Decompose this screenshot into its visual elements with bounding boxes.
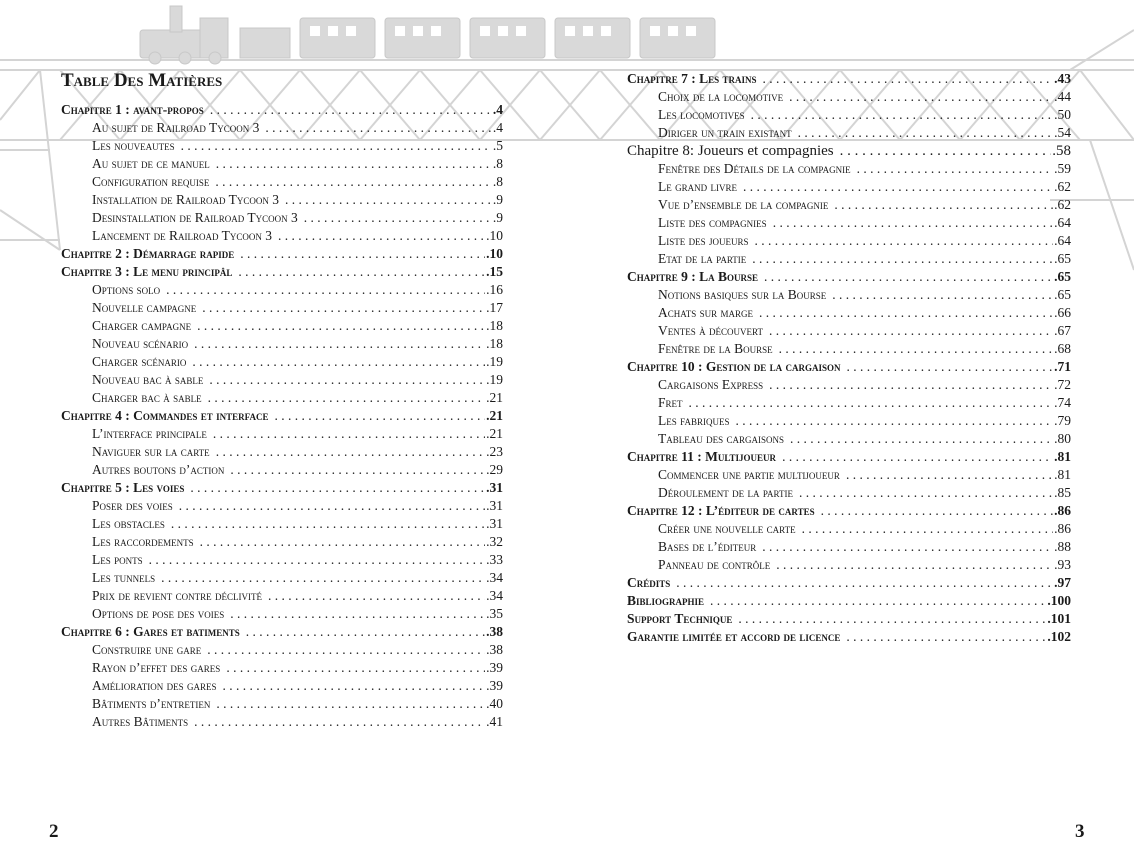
toc-entry-label: Fret <box>658 395 683 410</box>
toc-chapter-entry <box>627 574 1071 592</box>
toc-section-entry <box>61 317 503 335</box>
toc-dot-leader <box>752 250 1053 268</box>
toc-section-entry <box>627 304 1071 322</box>
toc-entry-page: .66 <box>1054 305 1071 320</box>
toc-entry-label: Autres boutons d’action <box>92 462 225 477</box>
toc-section-entry <box>61 677 503 695</box>
toc-section-entry <box>627 394 1071 412</box>
toc-entry-label: Amélioration des gares <box>92 678 217 693</box>
toc-dot-leader <box>210 101 492 119</box>
toc-entry-label: Poser des voies <box>92 498 173 513</box>
toc-section-entry <box>61 461 503 479</box>
toc-section-entry <box>61 605 503 623</box>
toc-entry-page: .18 <box>486 336 503 351</box>
toc-dot-leader <box>759 304 1053 322</box>
toc-dot-leader <box>832 286 1053 304</box>
toc-dot-leader <box>769 376 1053 394</box>
toc-entry-page: .65 <box>1054 269 1071 284</box>
toc-entry-label: Les obstacles <box>92 516 165 531</box>
toc-dot-leader <box>789 88 1053 106</box>
toc-dot-leader <box>751 106 1054 124</box>
toc-dot-leader <box>821 502 1054 520</box>
toc-section-entry <box>627 124 1071 142</box>
toc-section-entry <box>61 353 503 371</box>
toc-chapter-entry <box>61 263 503 281</box>
toc-entry-page: .10 <box>486 246 503 261</box>
toc-dot-leader <box>216 443 485 461</box>
toc-right-column <box>627 70 1071 646</box>
toc-dot-leader <box>304 209 492 227</box>
toc-entry-page: .74 <box>1054 395 1071 410</box>
toc-dot-leader <box>216 695 485 713</box>
toc-dot-leader <box>194 335 485 353</box>
toc-entry-page: .34 <box>486 588 503 603</box>
toc-dot-leader <box>782 448 1053 466</box>
toc-section-entry <box>627 106 1071 124</box>
toc-entry-page: .62 <box>1054 197 1071 212</box>
toc-entry-page: .31 <box>486 480 503 495</box>
toc-dot-leader <box>846 628 1046 646</box>
toc-dot-leader <box>834 196 1053 214</box>
toc-entry-label: Cargaisons Express <box>658 377 764 392</box>
toc-entry-label: Garantie limitée et accord de licence <box>627 629 841 644</box>
toc-entry-label: Lancement de Railroad Tycoon 3 <box>92 228 272 243</box>
toc-entry-page: .39 <box>486 660 503 675</box>
toc-dot-leader <box>738 610 1046 628</box>
toc-dot-leader <box>790 430 1053 448</box>
toc-dot-leader <box>192 353 485 371</box>
toc-chapter-entry <box>627 142 1071 160</box>
toc-dot-leader <box>846 466 1053 484</box>
toc-entry-label: Créer une nouvelle carte <box>658 521 796 536</box>
toc-dot-leader <box>857 160 1054 178</box>
toc-chapter-entry <box>61 101 503 119</box>
toc-entry-label: Au sujet de Railroad Tycoon 3 <box>92 120 260 135</box>
toc-entry-page: .4 <box>492 120 503 135</box>
toc-entry-page: .41 <box>486 714 503 729</box>
toc-dot-leader <box>676 574 1053 592</box>
toc-entry-page: .39 <box>486 678 503 693</box>
toc-section-entry <box>61 569 503 587</box>
toc-entry-page: .31 <box>486 516 503 531</box>
toc-entry-page: .16 <box>486 282 503 297</box>
toc-entry-label: Tableau des cargaisons <box>658 431 785 446</box>
toc-entry-label: Les locomotives <box>658 107 745 122</box>
toc-dot-leader <box>226 659 485 677</box>
toc-dot-leader <box>208 389 485 407</box>
toc-dot-leader <box>181 137 492 155</box>
toc-section-entry <box>627 160 1071 178</box>
toc-entry-label: Chapitre 3 : Le menu principâl <box>61 264 233 279</box>
toc-entry-label: Autres Bâtiments <box>92 714 189 729</box>
toc-entry-label: Desinstallation de Railroad Tycoon 3 <box>92 210 298 225</box>
toc-section-entry <box>61 641 503 659</box>
toc-entry-label: L’interface principale <box>92 426 207 441</box>
toc-section-entry <box>61 443 503 461</box>
toc-chapter-entry <box>627 70 1071 88</box>
toc-entry-page: .34 <box>486 570 503 585</box>
toc-entry-label: Ventes à découvert <box>658 323 763 338</box>
toc-dot-leader <box>285 191 492 209</box>
toc-dot-leader <box>179 497 485 515</box>
toc-entry-label: Fenêtre de la Bourse <box>658 341 773 356</box>
toc-dot-leader <box>769 322 1053 340</box>
toc-section-entry <box>627 250 1071 268</box>
toc-entry-label: Support Technique <box>627 611 733 626</box>
toc-chapter-entry <box>61 245 503 263</box>
toc-entry-label: Bases de l’éditeur <box>658 539 757 554</box>
toc-dot-leader <box>149 551 485 569</box>
toc-entry-page: .93 <box>1054 557 1071 572</box>
toc-dot-leader <box>190 479 485 497</box>
toc-entry-page: .35 <box>486 606 503 621</box>
toc-section-entry <box>61 659 503 677</box>
toc-entry-page: .40 <box>486 696 503 711</box>
toc-dot-leader <box>689 394 1054 412</box>
toc-dot-leader <box>268 587 485 605</box>
toc-entry-label: Au sujet de ce manuel <box>92 156 210 171</box>
toc-entry-page: .31 <box>486 498 503 513</box>
page-number-right: 3 <box>1075 821 1085 842</box>
toc-chapter-entry <box>627 628 1071 646</box>
toc-section-entry <box>627 412 1071 430</box>
toc-dot-leader <box>773 214 1053 232</box>
toc-dot-leader <box>230 605 485 623</box>
toc-dot-leader <box>230 461 485 479</box>
toc-entry-page: .72 <box>1054 377 1071 392</box>
toc-entry-page: .33 <box>486 552 503 567</box>
toc-entry-page: .9 <box>492 192 503 207</box>
toc-entry-page: .50 <box>1054 107 1071 122</box>
toc-entry-label: Charger scénario <box>92 354 187 369</box>
toc-section-entry <box>61 173 503 191</box>
toc-entry-page: .38 <box>486 642 503 657</box>
page-number-left: 2 <box>49 821 59 842</box>
toc-dot-leader <box>194 713 485 731</box>
toc-entry-page: .68 <box>1054 341 1071 356</box>
toc-entry-page: .62 <box>1054 179 1071 194</box>
toc-entry-page: .102 <box>1047 629 1071 644</box>
toc-entry-page: .86 <box>1054 521 1071 536</box>
toc-dot-leader <box>171 515 485 533</box>
toc-entry-label: Chapitre 8: Joueurs et compagnies <box>627 143 834 159</box>
toc-entry-label: Les fabriques <box>658 413 730 428</box>
toc-section-entry <box>627 340 1071 358</box>
toc-dot-leader <box>197 317 485 335</box>
toc-entry-page: .64 <box>1054 233 1071 248</box>
toc-chapter-entry <box>627 502 1071 520</box>
toc-section-entry <box>61 281 503 299</box>
toc-chapter-entry <box>627 358 1071 376</box>
toc-entry-page: .32 <box>486 534 503 549</box>
toc-entry-page: .71 <box>1054 359 1071 374</box>
toc-dot-leader <box>246 623 485 641</box>
toc-entry-label: Etat de la partie <box>658 251 747 266</box>
toc-entry-page: .44 <box>1054 89 1071 104</box>
toc-dot-leader <box>265 119 491 137</box>
toc-left-list <box>61 101 503 731</box>
toc-entry-label: Nouveau scénario <box>92 336 189 351</box>
toc-entry-page: .4 <box>492 102 503 117</box>
toc-section-entry <box>627 538 1071 556</box>
toc-entry-label: Nouveau bac à sable <box>92 372 204 387</box>
toc-entry-label: Déroulement de la partie <box>658 485 793 500</box>
toc-section-entry <box>61 335 503 353</box>
toc-section-entry <box>627 556 1071 574</box>
toc-entry-label: Nouvelle campagne <box>92 300 197 315</box>
toc-title: Table Des Matières <box>61 70 223 91</box>
toc-entry-page: .38 <box>486 624 503 639</box>
toc-section-entry <box>627 88 1071 106</box>
toc-section-entry <box>627 286 1071 304</box>
toc-section-entry <box>61 551 503 569</box>
toc-section-entry <box>61 497 503 515</box>
toc-section-entry <box>61 119 503 137</box>
toc-entry-page: .18 <box>486 318 503 333</box>
toc-dot-leader <box>798 124 1053 142</box>
toc-dot-leader <box>166 281 485 299</box>
toc-section-entry <box>61 533 503 551</box>
toc-entry-label: Les nouveautes <box>92 138 175 153</box>
toc-entry-label: Rayon d’effet des gares <box>92 660 221 675</box>
toc-entry-label: Le grand livre <box>658 179 737 194</box>
toc-entry-page: .5 <box>492 138 503 153</box>
toc-chapter-entry <box>627 268 1071 286</box>
toc-dot-leader <box>764 268 1053 286</box>
toc-entry-page: .80 <box>1054 431 1071 446</box>
toc-dot-leader <box>223 677 486 695</box>
toc-entry-label: Fenêtre des Détails de la compagnie <box>658 161 851 176</box>
toc-entry-label: Chapitre 12 : L’éditeur de cartes <box>627 503 815 518</box>
toc-entry-label: Naviguer sur la carte <box>92 444 210 459</box>
toc-chapter-entry <box>61 623 503 641</box>
toc-entry-label: Les ponts <box>92 552 143 567</box>
toc-entry-page: .65 <box>1054 287 1071 302</box>
toc-section-entry <box>627 178 1071 196</box>
toc-section-entry <box>627 466 1071 484</box>
toc-section-entry <box>627 196 1071 214</box>
toc-section-entry <box>627 430 1071 448</box>
toc-dot-leader <box>847 358 1054 376</box>
toc-entry-page: .43 <box>1054 71 1071 86</box>
toc-dot-leader <box>274 407 485 425</box>
toc-dot-leader <box>710 592 1046 610</box>
toc-dot-leader <box>799 484 1053 502</box>
toc-section-entry <box>627 322 1071 340</box>
toc-entry-page: .85 <box>1054 485 1071 500</box>
toc-dot-leader <box>762 538 1053 556</box>
toc-dot-leader <box>763 70 1054 88</box>
toc-entry-label: Chapitre 5 : Les voies <box>61 480 185 495</box>
toc-section-entry <box>61 299 503 317</box>
toc-chapter-entry <box>627 448 1071 466</box>
toc-dot-leader <box>743 178 1053 196</box>
toc-entry-page: .21 <box>486 408 503 423</box>
toc-entry-label: Chapitre 4 : Commandes et interface <box>61 408 269 423</box>
toc-chapter-entry <box>61 479 503 497</box>
toc-entry-page: .81 <box>1054 449 1071 464</box>
toc-entry-page: .65 <box>1054 251 1071 266</box>
toc-dot-leader <box>776 556 1053 574</box>
toc-entry-page: .21 <box>486 426 503 441</box>
toc-entry-page: .17 <box>486 300 503 315</box>
toc-entry-label: Prix de revient contre déclivité <box>92 588 262 603</box>
toc-entry-page: .10 <box>486 228 503 243</box>
toc-entry-label: Chapitre 9 : La Bourse <box>627 269 759 284</box>
toc-section-entry <box>627 232 1071 250</box>
toc-dot-leader <box>735 412 1053 430</box>
toc-dot-leader <box>779 340 1053 358</box>
toc-entry-page: .21 <box>486 390 503 405</box>
toc-entry-label: Choix de la locomotive <box>658 89 784 104</box>
toc-entry-page: .29 <box>486 462 503 477</box>
toc-dot-leader <box>240 245 485 263</box>
toc-entry-label: Panneau de contrôle <box>658 557 771 572</box>
toc-entry-page: .8 <box>492 156 503 171</box>
toc-section-entry <box>627 376 1071 394</box>
toc-section-entry <box>61 137 503 155</box>
toc-entry-page: .23 <box>486 444 503 459</box>
toc-dot-leader <box>840 142 1052 160</box>
toc-right-list <box>627 70 1071 646</box>
toc-section-entry <box>61 425 503 443</box>
toc-section-entry <box>61 227 503 245</box>
toc-section-entry <box>61 191 503 209</box>
toc-entry-page: .101 <box>1047 611 1071 626</box>
toc-dot-leader <box>213 425 485 443</box>
toc-entry-page: .81 <box>1054 467 1071 482</box>
toc-entry-label: Construire une gare <box>92 642 202 657</box>
toc-dot-leader <box>161 569 485 587</box>
toc-entry-label: Bâtiments d’entretien <box>92 696 211 711</box>
toc-section-entry <box>61 695 503 713</box>
toc-chapter-entry <box>627 592 1071 610</box>
toc-entry-label: Bibliographie <box>627 593 705 608</box>
toc-entry-page: .58 <box>1052 143 1071 159</box>
toc-left-column <box>61 70 503 731</box>
toc-entry-page: .15 <box>486 264 503 279</box>
toc-entry-page: .79 <box>1054 413 1071 428</box>
toc-entry-page: .67 <box>1054 323 1071 338</box>
toc-section-entry <box>61 587 503 605</box>
toc-entry-label: Chapitre 10 : Gestion de la cargaison <box>627 359 841 374</box>
toc-dot-leader <box>238 263 485 281</box>
toc-entry-page: .86 <box>1054 503 1071 518</box>
toc-section-entry <box>627 214 1071 232</box>
toc-dot-leader <box>215 173 491 191</box>
toc-entry-label: Les tunnels <box>92 570 156 585</box>
toc-entry-label: Liste des joueurs <box>658 233 749 248</box>
toc-dot-leader <box>209 371 485 389</box>
toc-dot-leader <box>202 299 485 317</box>
toc-entry-page: .97 <box>1054 575 1071 590</box>
toc-entry-page: .54 <box>1054 125 1071 140</box>
toc-dot-leader <box>278 227 485 245</box>
toc-entry-page: .9 <box>492 210 503 225</box>
toc-entry-label: Installation de Railroad Tycoon 3 <box>92 192 280 207</box>
toc-entry-page: .100 <box>1047 593 1071 608</box>
toc-section-entry <box>61 515 503 533</box>
toc-entry-label: Diriger un train existant <box>658 125 792 140</box>
toc-entry-label: Notions basiques sur la Bourse <box>658 287 827 302</box>
toc-chapter-entry <box>627 610 1071 628</box>
toc-section-entry <box>61 155 503 173</box>
toc-entry-label: Chapitre 1 : avant-propos <box>61 102 204 117</box>
toc-entry-label: Commencer une partie multijoueur <box>658 467 840 482</box>
toc-section-entry <box>61 713 503 731</box>
toc-entry-label: Crédits <box>627 575 671 590</box>
toc-entry-label: Chapitre 11 : Multijoueur <box>627 449 777 464</box>
toc-entry-page: .64 <box>1054 215 1071 230</box>
toc-entry-label: Chapitre 7 : Les trains <box>627 71 757 86</box>
toc-dot-leader <box>216 155 492 173</box>
toc-entry-label: Les raccordements <box>92 534 194 549</box>
toc-entry-label: Liste des compagnies <box>658 215 767 230</box>
toc-dot-leader <box>755 232 1054 250</box>
toc-entry-label: Charger campagne <box>92 318 192 333</box>
toc-entry-label: Achats sur marge <box>658 305 754 320</box>
toc-entry-label: Configuration requise <box>92 174 210 189</box>
toc-entry-page: .59 <box>1054 161 1071 176</box>
toc-entry-label: Options de pose des voies <box>92 606 225 621</box>
toc-section-entry <box>627 520 1071 538</box>
toc-entry-page: .19 <box>486 372 503 387</box>
toc-entry-page: .19 <box>486 354 503 369</box>
toc-dot-leader <box>200 533 485 551</box>
toc-entry-label: Charger bac à sable <box>92 390 202 405</box>
toc-entry-label: Chapitre 2 : Démarrage rapide <box>61 246 235 261</box>
toc-dot-leader <box>207 641 485 659</box>
toc-dot-leader <box>802 520 1054 538</box>
toc-entry-page: .8 <box>492 174 503 189</box>
toc-section-entry <box>61 389 503 407</box>
toc-entry-label: Chapitre 6 : Gares et batiments <box>61 624 240 639</box>
toc-section-entry <box>61 209 503 227</box>
toc-section-entry <box>627 484 1071 502</box>
toc-entry-label: Options solo <box>92 282 161 297</box>
toc-entry-page: .88 <box>1054 539 1071 554</box>
toc-chapter-entry <box>61 407 503 425</box>
toc-section-entry <box>61 371 503 389</box>
toc-entry-label: Vue d’ensemble de la compagnie <box>658 197 829 212</box>
